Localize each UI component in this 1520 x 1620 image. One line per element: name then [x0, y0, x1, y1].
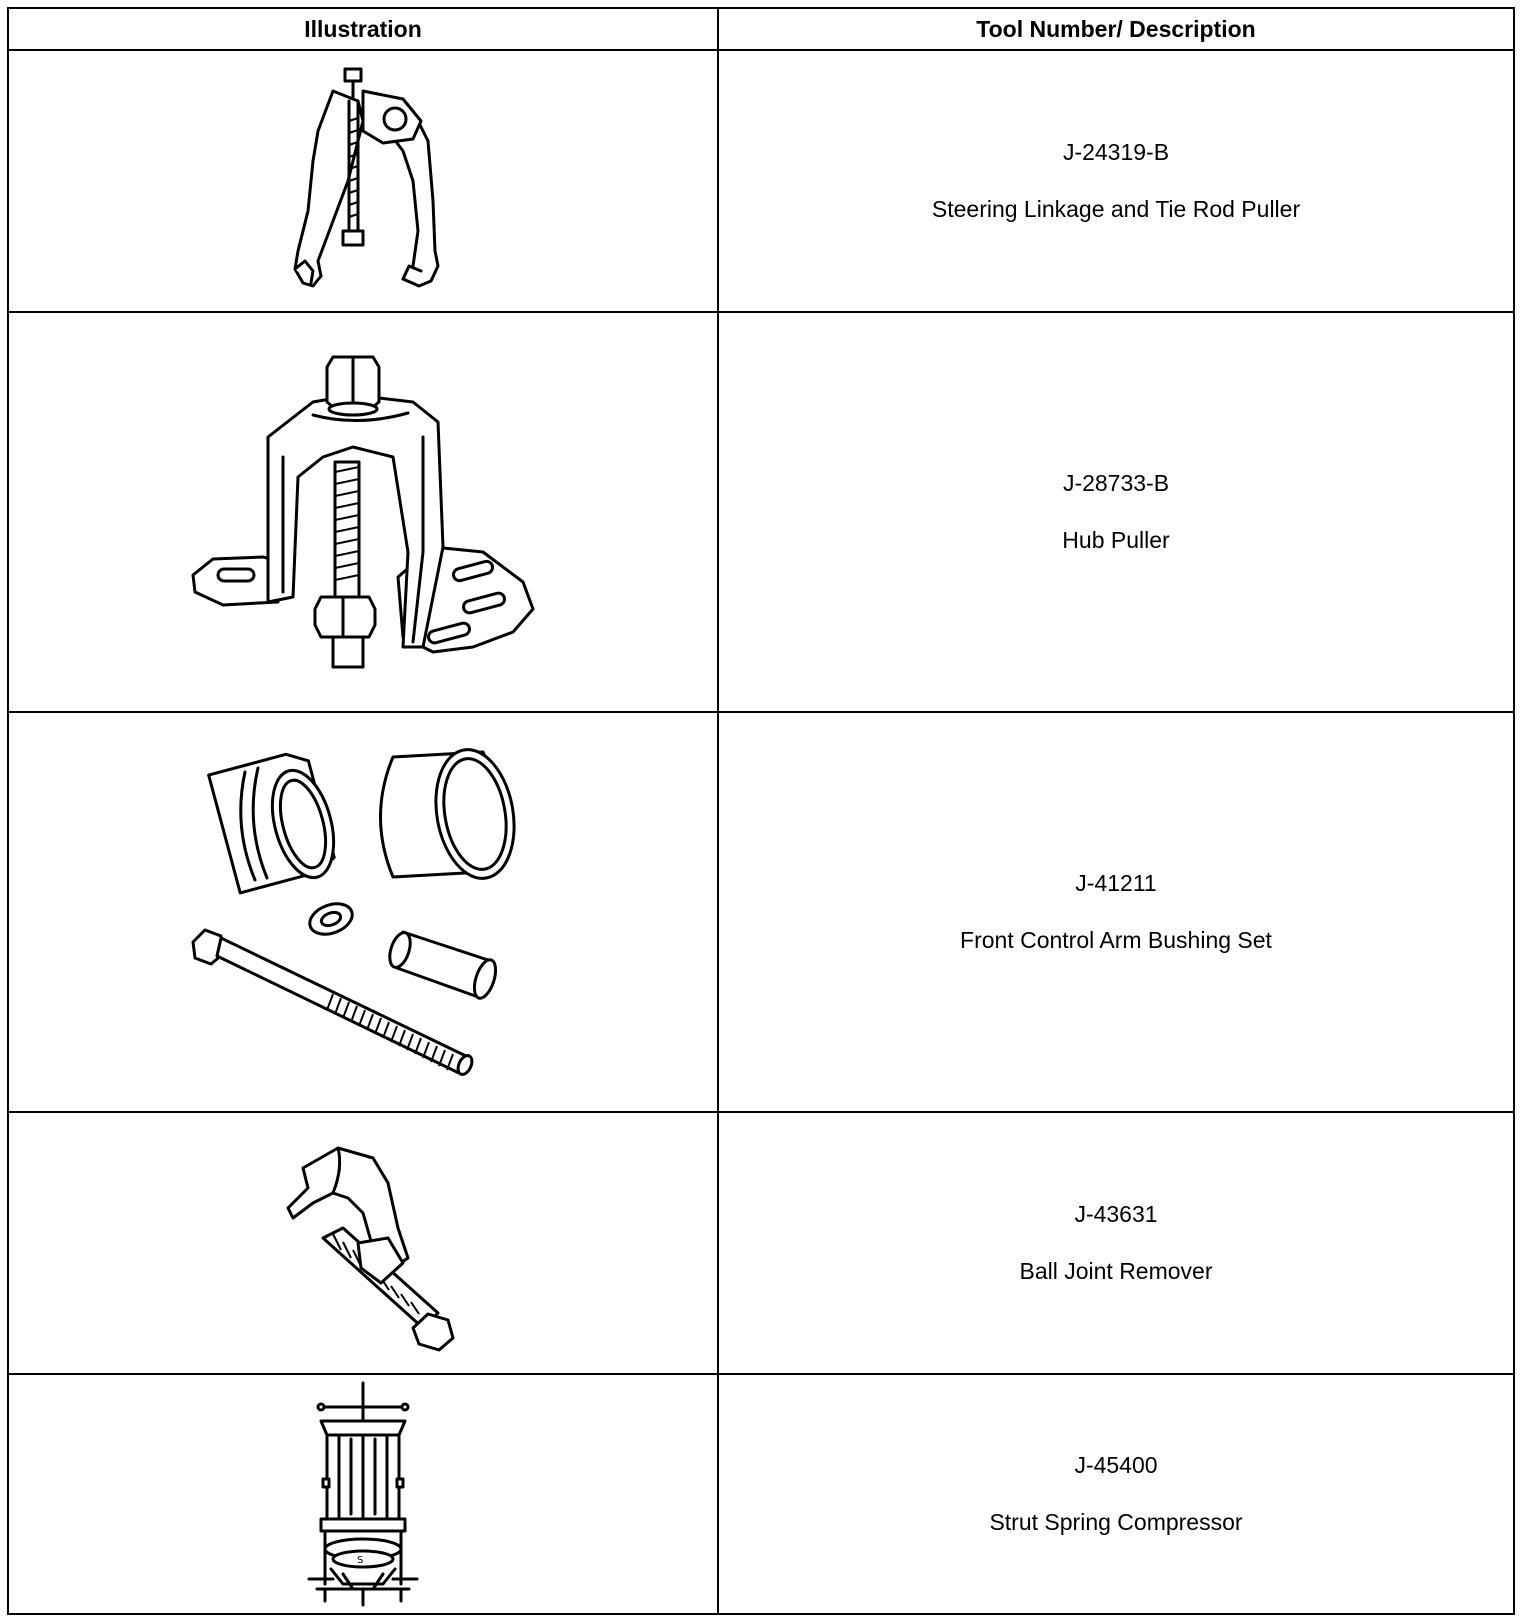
tool-description: Hub Puller	[1062, 527, 1170, 553]
header-tool-number-description: Tool Number/ Description	[718, 8, 1514, 50]
ball-joint-remover-icon	[263, 1128, 463, 1358]
tool-description: Front Control Arm Bushing Set	[960, 927, 1272, 953]
description-cell	[718, 1374, 1514, 1614]
table-row	[8, 1112, 1514, 1374]
illustration-cell	[8, 312, 718, 712]
strut-spring-compressor-icon	[303, 1379, 423, 1609]
tool-number: J-41211	[1075, 870, 1157, 896]
tie-rod-puller-icon	[263, 61, 463, 301]
tool-number: J-24319-B	[1062, 139, 1170, 165]
tool-description: Strut Spring Compressor	[989, 1509, 1243, 1535]
table-row	[8, 50, 1514, 312]
special-tools-table	[7, 7, 1515, 1615]
header-illustration: Illustration	[8, 8, 718, 50]
svg-text:S: S	[357, 1555, 364, 1566]
tool-number: J-43631	[1074, 1201, 1158, 1227]
table-row	[8, 1374, 1514, 1614]
tool-number: J-28733-B	[1062, 470, 1170, 496]
illustration-cell	[8, 50, 718, 312]
table-header-row	[8, 8, 1514, 50]
table-row	[8, 312, 1514, 712]
description-cell	[718, 712, 1514, 1112]
description-cell	[718, 312, 1514, 712]
tool-description: Ball Joint Remover	[1019, 1258, 1213, 1284]
hub-puller-icon	[183, 347, 543, 677]
description-cell	[718, 50, 1514, 312]
bushing-set-icon	[183, 732, 543, 1092]
table-row	[8, 712, 1514, 1112]
description-cell	[718, 1112, 1514, 1374]
illustration-cell	[8, 1112, 718, 1374]
tool-description: Steering Linkage and Tie Rod Puller	[931, 196, 1301, 222]
illustration-cell	[8, 712, 718, 1112]
illustration-cell	[8, 1374, 718, 1614]
tool-number: J-45400	[1074, 1452, 1158, 1478]
